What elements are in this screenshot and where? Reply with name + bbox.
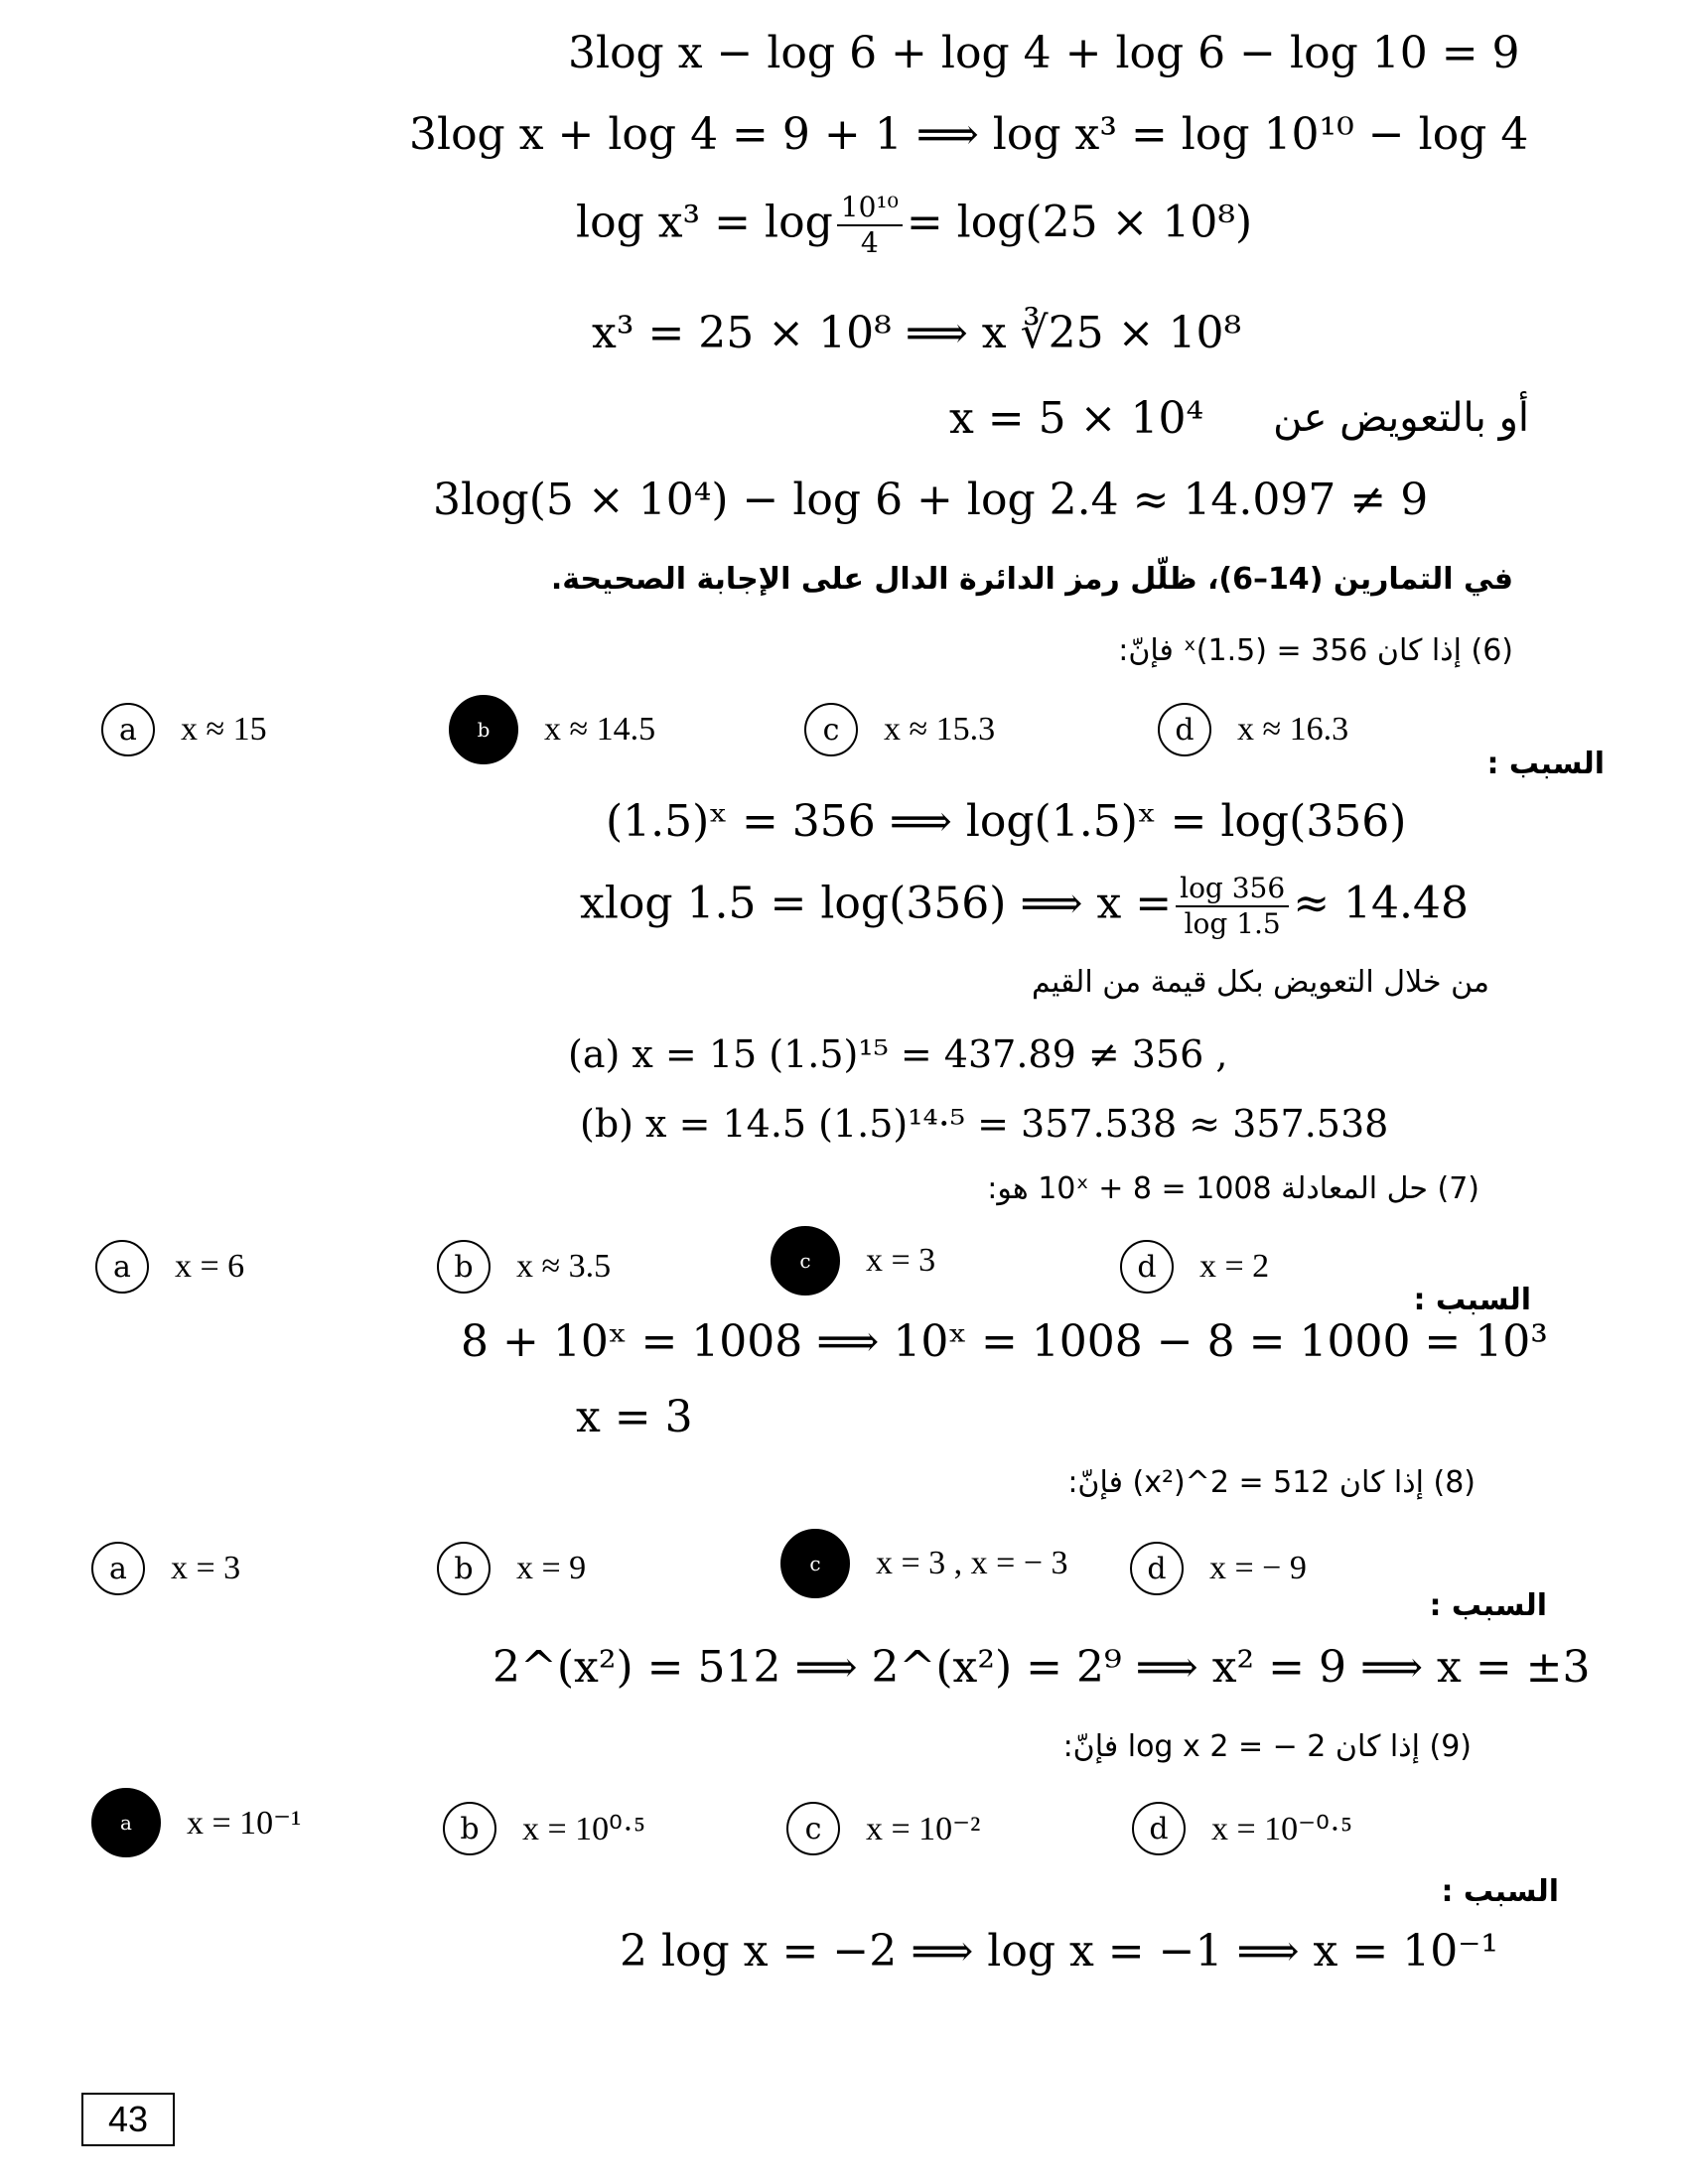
- option-a-circle-selected[interactable]: a: [91, 1788, 161, 1857]
- instructions: في التمارين (14–6)، ظلّل رمز الدائرة الدال على الإجابة الصحيحة.: [550, 562, 1513, 597]
- q9-option-d[interactable]: [1132, 1799, 1352, 1858]
- fraction: [837, 191, 903, 260]
- substitution-note: أو بالتعويض عن: [1273, 395, 1529, 441]
- option-d-circle[interactable]: d: [1132, 1802, 1186, 1855]
- option-value: x = − 9: [1209, 1550, 1307, 1586]
- q9-option-b[interactable]: [443, 1799, 645, 1858]
- option-value: x = 2: [1199, 1248, 1270, 1285]
- q7-option-c[interactable]: [771, 1231, 935, 1291]
- option-value: x ≈ 15.3: [884, 711, 996, 748]
- q6-check-a: (a) x = 15 (1.5)¹⁵ = 437.89 ≠ 356 ,: [568, 1032, 1228, 1076]
- option-value: x = 3: [866, 1242, 936, 1279]
- equation-line-1: 3log x − log 6 + log 4 + log 6 − log 10 = 9: [568, 28, 1520, 78]
- q6-work-line-2: [580, 872, 1469, 941]
- option-d-circle[interactable]: d: [1158, 703, 1211, 756]
- q7-reason-label: السبب :: [1413, 1283, 1531, 1317]
- option-b-circle[interactable]: b: [443, 1802, 496, 1855]
- equation-line-3-lhs: log x³ = log: [576, 197, 833, 248]
- option-b-circle[interactable]: b: [437, 1542, 491, 1595]
- q8-reason-label: السبب :: [1429, 1588, 1547, 1623]
- option-c-circle[interactable]: c: [786, 1802, 840, 1855]
- fraction-denominator: 4: [860, 226, 879, 259]
- page-number: 43: [81, 2093, 175, 2146]
- option-value: x = 10⁰·⁵: [522, 1811, 645, 1847]
- option-a-circle[interactable]: a: [95, 1240, 149, 1294]
- q7-work-line-1: 8 + 10ˣ = 1008 ⟹ 10ˣ = 1008 − 8 = 1000 = 10³: [461, 1316, 1548, 1367]
- q8-prompt: (8) إذا كان 512 = 2^(x²) فإنّ:: [1067, 1465, 1476, 1500]
- q6-option-b[interactable]: [449, 700, 655, 759]
- option-d-circle[interactable]: d: [1130, 1542, 1184, 1595]
- q9-reason-label: السبب :: [1441, 1874, 1559, 1909]
- q7-option-a[interactable]: [95, 1237, 244, 1297]
- option-a-circle[interactable]: a: [101, 703, 155, 756]
- q8-option-a[interactable]: [91, 1539, 240, 1598]
- option-c-circle-selected[interactable]: c: [780, 1529, 850, 1598]
- equation-line-5: x = 5 × 10⁴: [949, 393, 1204, 444]
- equation-line-6: 3log(5 × 10⁴) − log 6 + log 2.4 ≈ 14.097 ≠ 9: [433, 475, 1429, 525]
- q8-option-b[interactable]: [437, 1539, 586, 1598]
- option-value: x = 6: [175, 1248, 245, 1285]
- equation-line-4: x³ = 25 × 10⁸ ⟹ x ∛25 × 10⁸: [592, 308, 1242, 358]
- q6-work-line-2-lhs: xlog 1.5 = log(356) ⟹ x =: [580, 878, 1173, 929]
- option-a-circle[interactable]: a: [91, 1542, 145, 1595]
- q6-substitute-note: من خلال التعويض بكل قيمة من القيم: [1031, 965, 1489, 1000]
- option-c-circle-selected[interactable]: c: [771, 1226, 840, 1296]
- q9-work-line-1: 2 log x = −2 ⟹ log x = −1 ⟹ x = 10⁻¹: [620, 1926, 1499, 1977]
- q9-option-c[interactable]: [786, 1799, 980, 1858]
- q6-reason-label: السبب :: [1486, 747, 1605, 781]
- q7-option-b[interactable]: [437, 1237, 611, 1297]
- q9-option-a[interactable]: [91, 1793, 301, 1852]
- q6-option-a[interactable]: [101, 700, 267, 759]
- fraction-denominator: log 1.5: [1184, 907, 1281, 940]
- fraction-numerator: 10¹⁰: [837, 191, 903, 226]
- option-value: x = 10⁻¹: [187, 1805, 302, 1842]
- option-c-circle[interactable]: c: [804, 703, 858, 756]
- equation-line-3-rhs: = log(25 × 10⁸): [906, 197, 1253, 248]
- option-value: x ≈ 14.5: [544, 711, 656, 748]
- option-b-circle[interactable]: b: [437, 1240, 491, 1294]
- q6-work-line-2-rhs: ≈ 14.48: [1293, 878, 1470, 929]
- fraction-numerator: log 356: [1176, 872, 1289, 907]
- q6-option-c[interactable]: [804, 700, 995, 759]
- q8-work-line-1: 2^(x²) = 512 ⟹ 2^(x²) = 2⁹ ⟹ x² = 9 ⟹ x = ±3: [492, 1642, 1591, 1693]
- equation-line-2: 3log x + log 4 = 9 + 1 ⟹ log x³ = log 10¹⁰ − log 4: [409, 109, 1529, 160]
- option-value: x ≈ 3.5: [516, 1248, 612, 1285]
- q7-prompt: (7) حل المعادلة 1008 = 10ˣ + 8 هو:: [987, 1171, 1479, 1206]
- option-value: x = 10⁻⁰·⁵: [1211, 1811, 1352, 1847]
- q9-prompt: (9) إذا كان 2 − = 2 log x فإنّ:: [1062, 1729, 1472, 1764]
- option-value: x ≈ 15: [181, 711, 267, 748]
- option-value: x = 3 , x = − 3: [876, 1545, 1068, 1581]
- fraction: [1176, 872, 1289, 941]
- q8-option-c[interactable]: [780, 1534, 1068, 1593]
- q6-check-b: (b) x = 14.5 (1.5)¹⁴·⁵ = 357.538 ≈ 357.538: [580, 1102, 1389, 1146]
- equation-line-3: [576, 191, 1252, 260]
- option-d-circle[interactable]: d: [1120, 1240, 1174, 1294]
- q6-prompt: (6) إذا كان 356 = (1.5)ˣ فإنّ:: [1118, 633, 1513, 668]
- option-value: x = 10⁻²: [866, 1811, 981, 1847]
- option-value: x = 9: [516, 1550, 587, 1586]
- q6-work-line-1: (1.5)ˣ = 356 ⟹ log(1.5)ˣ = log(356): [606, 796, 1407, 847]
- q7-work-line-2: x = 3: [576, 1392, 693, 1442]
- q8-option-d[interactable]: [1130, 1539, 1307, 1598]
- q7-option-d[interactable]: [1120, 1237, 1269, 1297]
- option-value: x ≈ 16.3: [1237, 711, 1349, 748]
- q6-option-d[interactable]: [1158, 700, 1348, 759]
- option-value: x = 3: [171, 1550, 241, 1586]
- option-b-circle-selected[interactable]: b: [449, 695, 518, 764]
